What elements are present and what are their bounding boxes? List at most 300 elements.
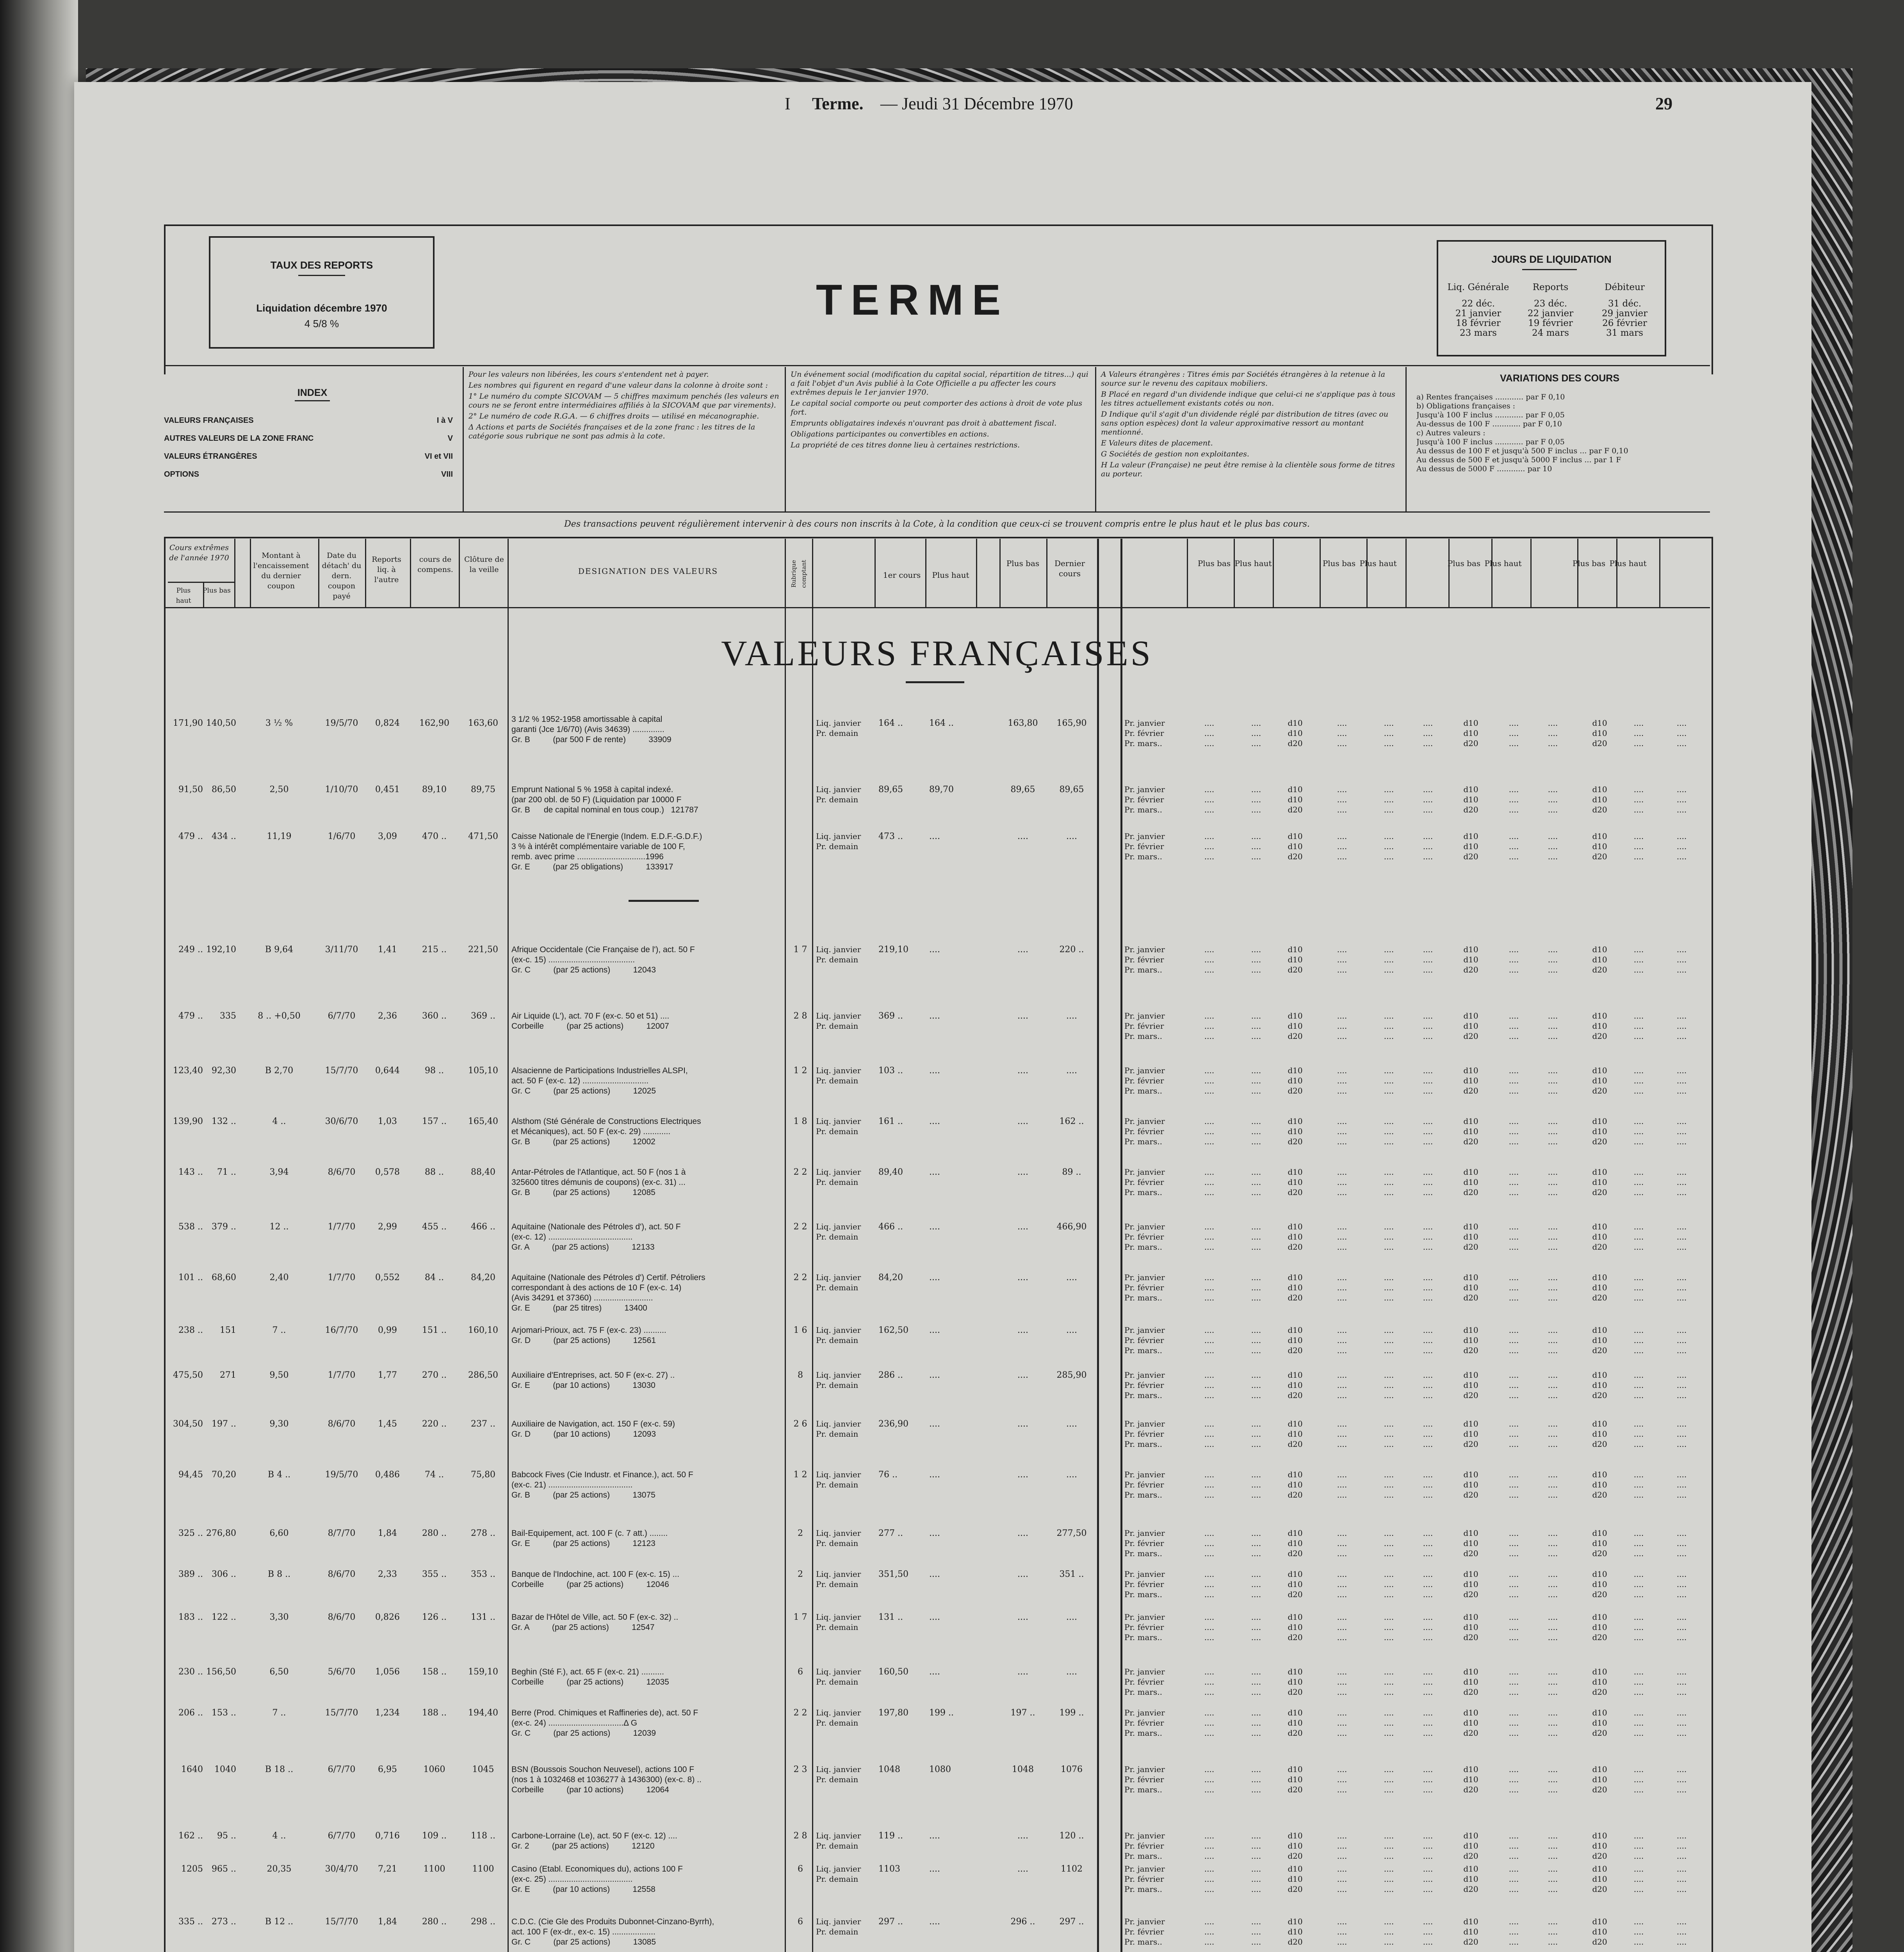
- option-cell: d10: [1288, 718, 1303, 728]
- liquidation-date: 19 février: [1528, 318, 1573, 328]
- option-cell: ....: [1509, 1874, 1519, 1884]
- option-cell: ....: [1204, 1346, 1215, 1355]
- option-cell: d10: [1592, 1569, 1607, 1579]
- cell-mt: 2,50: [269, 785, 289, 794]
- option-cell: ....: [1633, 1569, 1644, 1579]
- option-cell: ....: [1423, 1325, 1433, 1335]
- liquidation-date: 23 déc.: [1534, 299, 1567, 309]
- option-month-label: Pr. mars..: [1124, 1242, 1162, 1252]
- option-cell: ....: [1633, 1167, 1644, 1177]
- option-cell: d10: [1592, 832, 1607, 841]
- cell-cl: 1045: [472, 1765, 494, 1774]
- option-cell: ....: [1384, 1667, 1394, 1676]
- option-cell: ....: [1337, 1242, 1347, 1252]
- option-cell: ....: [1548, 1086, 1558, 1095]
- option-cell: ....: [1251, 1242, 1261, 1252]
- option-cell: ....: [1633, 1380, 1644, 1390]
- option-cell: d10: [1463, 1470, 1478, 1479]
- column-rule: [1616, 539, 1617, 607]
- option-cell: ....: [1423, 1864, 1433, 1874]
- option-cell: ....: [1548, 1851, 1558, 1861]
- option-cell: ....: [1251, 1188, 1261, 1197]
- option-cell: ....: [1548, 1569, 1558, 1579]
- option-cell: ....: [1204, 1831, 1215, 1840]
- option-cell: ....: [1337, 945, 1347, 954]
- cell-rp: 1,45: [378, 1419, 397, 1429]
- option-cell: ....: [1204, 1480, 1215, 1489]
- option-cell: ....: [1676, 1728, 1687, 1738]
- index-item: [164, 416, 461, 434]
- option-cell: ....: [1384, 1076, 1394, 1085]
- option-cell: ....: [1509, 965, 1519, 974]
- liquidation-date: 31 déc.: [1608, 299, 1642, 309]
- option-cell: ....: [1676, 1117, 1687, 1126]
- option-cell: ....: [1676, 728, 1687, 738]
- option-cell: ....: [1509, 955, 1519, 964]
- cell-cc: 109 ..: [422, 1831, 447, 1841]
- option-month-label: Pr. janvier: [1124, 1167, 1165, 1177]
- option-cell: ....: [1676, 1775, 1687, 1784]
- option-cell: d10: [1592, 1927, 1607, 1936]
- option-cell: d10: [1592, 1667, 1607, 1676]
- option-cell: ....: [1204, 955, 1215, 964]
- option-cell: ....: [1509, 1076, 1519, 1085]
- cell-demain: Pr. demain: [816, 955, 858, 964]
- option-cell: ....: [1204, 1370, 1215, 1380]
- cell-designation: Bail-Equipement, act. 100 F (c. 7 att.) ........ Gr. E (par 25 actions) 12123: [511, 1529, 668, 1548]
- option-cell: ....: [1204, 1283, 1215, 1292]
- cell-ph: 475,50: [173, 1370, 203, 1380]
- option-cell: ....: [1423, 728, 1433, 738]
- option-cell: ....: [1423, 965, 1433, 974]
- cell-mt: 3,94: [269, 1167, 289, 1177]
- option-cell: d20: [1288, 1728, 1303, 1738]
- option-cell: ....: [1633, 1831, 1644, 1840]
- option-cell: ....: [1509, 1884, 1519, 1894]
- option-cell: ....: [1633, 1785, 1644, 1794]
- option-cell: d10: [1592, 1011, 1607, 1021]
- option-cell: ....: [1337, 1633, 1347, 1642]
- option-cell: d10: [1592, 785, 1607, 794]
- cell-cl: 298 ..: [471, 1917, 495, 1927]
- option-cell: d10: [1592, 1117, 1607, 1126]
- option-month-label: Pr. mars..: [1124, 1391, 1162, 1400]
- cell-cc: 360 ..: [422, 1011, 447, 1021]
- cell-dt: 8/6/70: [328, 1569, 356, 1579]
- option-cell: ....: [1251, 1785, 1261, 1794]
- option-month-label: Pr. février: [1124, 1841, 1164, 1850]
- option-cell: ....: [1204, 1667, 1215, 1676]
- option-cell: ....: [1337, 1127, 1347, 1136]
- option-cell: ....: [1423, 739, 1433, 748]
- cell-designation: Emprunt National 5 % 1958 à capital indexé. (par 200 obl. de 50 F) (Liquidation par 10000 F Gr. B de capital nominal en tous coup.) 121787: [511, 785, 698, 814]
- cell-dt: 16/7/70: [325, 1325, 358, 1335]
- cell-pb: 68,60: [212, 1273, 236, 1282]
- cell-d: 285,90: [1056, 1370, 1087, 1380]
- option-cell: d20: [1592, 1851, 1607, 1861]
- option-cell: d10: [1288, 1283, 1303, 1292]
- cell-c1: 76 ..: [878, 1470, 898, 1480]
- option-cell: ....: [1633, 1590, 1644, 1599]
- option-cell: d20: [1463, 1137, 1478, 1146]
- liquidation-date: 26 février: [1602, 318, 1647, 328]
- option-cell: ....: [1548, 1429, 1558, 1439]
- option-cell: ....: [1204, 852, 1215, 861]
- column-rule: [999, 539, 1001, 607]
- option-cell: ....: [1384, 1687, 1394, 1697]
- cell-d: 1076: [1061, 1765, 1083, 1774]
- option-cell: ....: [1676, 1242, 1687, 1252]
- option-cell: ....: [1676, 1569, 1687, 1579]
- option-cell: ....: [1337, 1346, 1347, 1355]
- option-cell: ....: [1251, 795, 1261, 804]
- option-cell: ....: [1337, 1021, 1347, 1031]
- cell-cc: 215 ..: [422, 945, 447, 955]
- option-cell: ....: [1251, 842, 1261, 851]
- option-month-label: Pr. mars..: [1124, 1785, 1162, 1794]
- option-cell: ....: [1423, 1718, 1433, 1728]
- option-cell: ....: [1509, 785, 1519, 794]
- option-cell: ....: [1509, 1117, 1519, 1126]
- cell-h: ....: [929, 1917, 940, 1927]
- cell-dt: 6/7/70: [328, 1765, 356, 1774]
- option-cell: ....: [1384, 1167, 1394, 1177]
- option-month-label: Pr. février: [1124, 1429, 1164, 1439]
- cell-mt: B 12 ..: [265, 1917, 294, 1927]
- option-cell: d10: [1288, 1177, 1303, 1187]
- index-item-label: VALEURS ÉTRANGÈRES: [164, 452, 257, 461]
- option-cell: ....: [1548, 1927, 1558, 1936]
- option-cell: ....: [1509, 1336, 1519, 1345]
- option-cell: ....: [1548, 739, 1558, 748]
- option-cell: ....: [1384, 785, 1394, 794]
- notes-col1: [468, 370, 781, 443]
- cell-designation: C.D.C. (Cie Gle des Produits Dubonnet-Cinzano-Byrrh), act. 100 F (ex-dr., ex-c. 15) ................... Gr. C (par 25 actions) 13085: [511, 1917, 714, 1947]
- cell-cl: 159,10: [468, 1667, 498, 1677]
- note-line: 1° Le numéro du compte SICOVAM — 5 chiffres maximum penchés (les valeurs en cours ne se feront entre intermédiaires affiliés à la SICOVAM que par virements).: [468, 392, 779, 410]
- option-cell: ....: [1509, 1590, 1519, 1599]
- option-cell: ....: [1423, 1765, 1433, 1774]
- option-cell: ....: [1337, 1117, 1347, 1126]
- option-cell: d20: [1592, 1391, 1607, 1400]
- table-row: [0, 1325, 1904, 1364]
- cell-c1: 473 ..: [878, 832, 903, 841]
- option-cell: ....: [1204, 1117, 1215, 1126]
- cell-c1: 1048: [878, 1765, 900, 1774]
- option-cell: ....: [1676, 965, 1687, 974]
- option-cell: ....: [1251, 739, 1261, 748]
- option-cell: d20: [1288, 1687, 1303, 1697]
- cell-mt: 6,60: [269, 1528, 289, 1538]
- option-cell: ....: [1204, 1633, 1215, 1642]
- variation-line: Au-dessus de 100 F ............ par F 0,10: [1416, 420, 1562, 428]
- option-cell: ....: [1423, 1528, 1433, 1538]
- cell-h: ....: [929, 1011, 940, 1021]
- option-cell: ....: [1676, 1325, 1687, 1335]
- cell-h: ....: [929, 1117, 940, 1126]
- cell-mt: 3,30: [269, 1612, 289, 1622]
- cell-designation: Arjomari-Prioux, act. 75 F (ex-c. 23) .......... Gr. D (par 25 actions) 12561: [511, 1326, 666, 1345]
- option-month-label: Pr. février: [1124, 1336, 1164, 1345]
- col-option-plus-haut: Plus haut: [1234, 559, 1272, 568]
- option-cell: d10: [1592, 1336, 1607, 1345]
- option-cell: d10: [1592, 1765, 1607, 1774]
- option-cell: ....: [1676, 1177, 1687, 1187]
- option-cell: d10: [1463, 1336, 1478, 1345]
- option-cell: d20: [1592, 1590, 1607, 1599]
- option-cell: d20: [1463, 1687, 1478, 1697]
- cell-designation: 3 1/2 % 1952-1958 amortissable à capital garanti (Jce 1/6/70) (Avis 34639) .............. Gr. B (par 500 F de rente) 33909: [511, 715, 671, 744]
- cell-cc: 88 ..: [425, 1167, 444, 1177]
- option-cell: d10: [1463, 1580, 1478, 1589]
- option-cell: ....: [1509, 739, 1519, 748]
- cell-b: 163,80: [1008, 718, 1038, 728]
- column-rule: [1187, 539, 1188, 607]
- cell-demain: Pr. demain: [816, 1232, 858, 1241]
- note-line: Les nombres qui figurent en regard d'une valeur dans la colonne à droite sont :: [468, 381, 768, 390]
- option-month-label: Pr. février: [1124, 1580, 1164, 1589]
- transactions-note: Des transactions peuvent régulièrement intervenir à des cours non inscrits à la Cote, à la condition que ceux-ci se trouvent compris entre le plus haut et le plus bas cours.: [564, 519, 1310, 529]
- option-cell: ....: [1423, 1874, 1433, 1884]
- option-month-label: Pr. mars..: [1124, 1687, 1162, 1697]
- option-cell: d10: [1463, 1864, 1478, 1874]
- option-cell: ....: [1509, 1917, 1519, 1926]
- cell-ru: 1 2: [793, 1470, 807, 1480]
- option-cell: ....: [1509, 1549, 1519, 1558]
- cell-rp: 7,21: [378, 1864, 397, 1874]
- option-month-label: Pr. janvier: [1124, 1612, 1165, 1622]
- option-cell: d10: [1592, 1831, 1607, 1840]
- option-cell: ....: [1676, 805, 1687, 814]
- option-cell: ....: [1548, 1439, 1558, 1449]
- notes-divider-3: [1095, 367, 1096, 511]
- cell-ph: 325 ..: [178, 1528, 203, 1538]
- option-cell: ....: [1423, 1222, 1433, 1231]
- cell-rp: 0,644: [375, 1066, 400, 1076]
- rentes-separator: [629, 900, 699, 902]
- cell-liquidation: Liq. janvier: [816, 1864, 861, 1874]
- cell-designation: Alsthom (Sté Générale de Constructions Electriques et Mécaniques), act. 50 F (ex-c. 29) ............ Gr. B (par 25 actions) 12002: [511, 1117, 701, 1146]
- option-cell: ....: [1384, 1066, 1394, 1075]
- option-cell: d10: [1463, 1127, 1478, 1136]
- cell-ru: 2 8: [793, 1011, 807, 1021]
- option-cell: d20: [1592, 1785, 1607, 1794]
- option-cell: ....: [1251, 1137, 1261, 1146]
- cell-rp: 0,451: [375, 785, 400, 794]
- cell-rp: 1,41: [378, 945, 397, 955]
- option-cell: ....: [1204, 1273, 1215, 1282]
- option-cell: ....: [1423, 852, 1433, 861]
- cell-c1: 277 ..: [878, 1528, 903, 1538]
- option-cell: ....: [1633, 1117, 1644, 1126]
- option-cell: d10: [1592, 1917, 1607, 1926]
- option-cell: ....: [1676, 1785, 1687, 1794]
- option-cell: ....: [1548, 1242, 1558, 1252]
- cell-h: ....: [929, 1831, 940, 1841]
- option-cell: ....: [1423, 1937, 1433, 1947]
- column-rule: [234, 539, 235, 607]
- option-cell: d20: [1288, 1439, 1303, 1449]
- cell-ru: 2 2: [793, 1167, 807, 1177]
- option-cell: ....: [1251, 1831, 1261, 1840]
- option-cell: ....: [1251, 718, 1261, 728]
- cell-h: 89,70: [929, 785, 954, 794]
- option-cell: ....: [1423, 1917, 1433, 1926]
- option-cell: d10: [1463, 1765, 1478, 1774]
- option-cell: ....: [1384, 1718, 1394, 1728]
- cell-designation: BSN (Boussois Souchon Neuvesel), actions 100 F (nos 1 à 1032468 et 1036277 à 1436300) (ex-c. 8) .. Corbeille (par 10 actions) 12064: [511, 1765, 702, 1794]
- cell-h: ....: [929, 1273, 940, 1282]
- cell-ph: 91,50: [178, 785, 203, 794]
- note-line: H La valeur (Française) ne peut être remise à la clientèle sous forme de titres au porteur.: [1101, 461, 1395, 478]
- option-cell: ....: [1633, 1021, 1644, 1031]
- notes-divider-4: [1405, 367, 1407, 511]
- option-cell: ....: [1337, 1273, 1347, 1282]
- cell-b: ....: [1017, 1011, 1028, 1021]
- option-cell: ....: [1251, 1011, 1261, 1021]
- option-cell: ....: [1384, 1086, 1394, 1095]
- option-cell: d10: [1463, 1708, 1478, 1717]
- cell-c1: 219,10: [878, 945, 908, 955]
- reports-rate: 4 5/8 %: [304, 318, 339, 329]
- cell-b: ....: [1017, 1667, 1028, 1677]
- cell-cc: 220 ..: [422, 1419, 447, 1429]
- option-cell: d10: [1288, 1232, 1303, 1241]
- option-cell: ....: [1676, 832, 1687, 841]
- option-month-label: Pr. janvier: [1124, 1528, 1165, 1538]
- option-cell: d20: [1288, 1086, 1303, 1095]
- option-cell: d10: [1592, 1273, 1607, 1282]
- option-cell: ....: [1384, 1927, 1394, 1936]
- cell-mt: B 4 ..: [267, 1470, 291, 1480]
- option-month-label: Pr. mars..: [1124, 739, 1162, 748]
- option-cell: ....: [1384, 795, 1394, 804]
- cell-b: ....: [1017, 1528, 1028, 1538]
- cell-mt: 11,19: [267, 832, 292, 841]
- option-cell: d10: [1463, 1569, 1478, 1579]
- option-cell: ....: [1384, 1325, 1394, 1335]
- option-cell: ....: [1337, 1728, 1347, 1738]
- option-cell: ....: [1337, 1283, 1347, 1292]
- option-cell: d20: [1288, 1242, 1303, 1252]
- index-title: INDEX: [297, 387, 328, 398]
- option-cell: ....: [1633, 1718, 1644, 1728]
- option-cell: d10: [1592, 1076, 1607, 1085]
- cell-ru: 6: [798, 1864, 803, 1874]
- option-cell: ....: [1337, 1677, 1347, 1687]
- option-cell: ....: [1423, 1177, 1433, 1187]
- option-cell: ....: [1633, 1917, 1644, 1926]
- option-cell: ....: [1204, 1677, 1215, 1687]
- index-item-label: VALEURS FRANÇAISES: [164, 416, 254, 425]
- option-cell: ....: [1548, 1633, 1558, 1642]
- option-cell: ....: [1676, 1831, 1687, 1840]
- option-cell: ....: [1548, 1718, 1558, 1728]
- cell-cl: 105,10: [468, 1066, 498, 1076]
- option-cell: ....: [1509, 1728, 1519, 1738]
- option-cell: ....: [1633, 1864, 1644, 1874]
- option-cell: ....: [1204, 1884, 1215, 1894]
- cell-ph: 171,90: [173, 718, 203, 728]
- option-cell: ....: [1251, 785, 1261, 794]
- option-cell: ....: [1509, 1851, 1519, 1861]
- option-cell: d10: [1592, 1677, 1607, 1687]
- option-cell: ....: [1509, 1419, 1519, 1428]
- option-cell: d20: [1592, 1439, 1607, 1449]
- table-row: [0, 945, 1904, 984]
- option-cell: ....: [1548, 1708, 1558, 1717]
- cell-liquidation: Liq. janvier: [816, 1117, 861, 1126]
- index-item-ref: VIII: [441, 470, 453, 479]
- cell-c1: 197,80: [878, 1708, 908, 1718]
- cell-dt: 3/11/70: [325, 945, 358, 955]
- option-month-label: Pr. mars..: [1124, 1293, 1162, 1302]
- option-cell: d10: [1463, 718, 1478, 728]
- option-cell: ....: [1423, 1490, 1433, 1500]
- option-cell: ....: [1337, 1623, 1347, 1632]
- option-cell: ....: [1204, 1325, 1215, 1335]
- cell-demain: Pr. demain: [816, 1076, 858, 1085]
- cell-cc: 270 ..: [422, 1370, 447, 1380]
- option-cell: ....: [1509, 1864, 1519, 1874]
- cell-d: ....: [1066, 1325, 1077, 1335]
- option-cell: ....: [1548, 1528, 1558, 1538]
- option-cell: d10: [1288, 1076, 1303, 1085]
- option-cell: ....: [1548, 1480, 1558, 1489]
- cell-cl: 88,40: [471, 1167, 495, 1177]
- cell-ru: 6: [798, 1917, 803, 1927]
- cell-cc: 280 ..: [422, 1528, 447, 1538]
- option-cell: d10: [1592, 1623, 1607, 1632]
- option-cell: ....: [1423, 1242, 1433, 1252]
- option-cell: d20: [1463, 1346, 1478, 1355]
- option-cell: ....: [1633, 1232, 1644, 1241]
- cell-mt: 8 .. +0,50: [258, 1011, 301, 1021]
- option-cell: d20: [1288, 965, 1303, 974]
- option-cell: ....: [1676, 718, 1687, 728]
- cell-pb: 95 ..: [217, 1831, 236, 1841]
- option-month-label: Pr. février: [1124, 842, 1164, 851]
- option-cell: d10: [1463, 1927, 1478, 1936]
- option-cell: ....: [1423, 1580, 1433, 1589]
- note-line: Emprunts obligataires indexés n'ouvrant pas droit à abattement fiscal.: [791, 419, 1057, 427]
- column-rule: [459, 539, 460, 607]
- option-cell: d10: [1288, 1470, 1303, 1479]
- option-cell: d10: [1463, 1874, 1478, 1884]
- column-rule: [203, 582, 204, 607]
- option-cell: ....: [1548, 1917, 1558, 1926]
- cell-designation: Beghin (Sté F.), act. 65 F (ex-c. 21) .......... Corbeille (par 25 actions) 12035: [511, 1667, 669, 1687]
- option-cell: ....: [1384, 1419, 1394, 1428]
- cell-ru: 1 2: [793, 1066, 807, 1076]
- cell-ru: 2: [798, 1569, 803, 1579]
- cell-mt: B 18 ..: [265, 1765, 294, 1774]
- option-cell: d20: [1463, 1293, 1478, 1302]
- cell-cl: 471,50: [468, 832, 498, 841]
- option-cell: ....: [1337, 1232, 1347, 1241]
- option-cell: ....: [1251, 1633, 1261, 1642]
- option-cell: d10: [1592, 1177, 1607, 1187]
- option-cell: ....: [1204, 1775, 1215, 1784]
- cell-mt: B 9,64: [265, 945, 294, 955]
- option-cell: d10: [1463, 1167, 1478, 1177]
- option-cell: ....: [1509, 1391, 1519, 1400]
- table-row: [0, 1569, 1904, 1608]
- cell-ph: 389 ..: [178, 1569, 203, 1579]
- cell-dt: 19/5/70: [325, 718, 358, 728]
- option-cell: ....: [1337, 1590, 1347, 1599]
- option-cell: d10: [1592, 842, 1607, 851]
